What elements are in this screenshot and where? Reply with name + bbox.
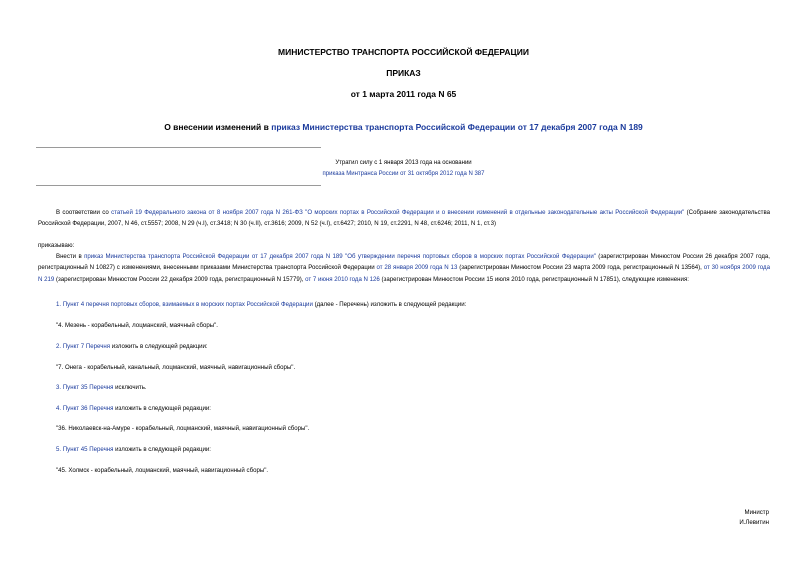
main-text-5: (зарегистрирован Минюстом России 15 июля 2010 года, регистрационный N 17851), следующие изменения: bbox=[379, 275, 689, 283]
status-note-link[interactable]: приказа Минтранса России от 31 октября 2012 года N 387 bbox=[322, 171, 485, 177]
list-item-4-quote: "36. Николаевск-на-Амуре - корабельный, лоцманский, маячный, навигационный сборы". bbox=[56, 425, 310, 432]
item-1-text: (далее - Перечень) изложить в следующей редакции: bbox=[312, 301, 467, 308]
list-item-3 bbox=[56, 383, 147, 393]
item-4-link[interactable]: Пункт 36 Перечня bbox=[62, 405, 114, 412]
preamble-text-1: В соответствии со bbox=[56, 209, 112, 216]
item-5-text: изложить в следующей редакции: bbox=[113, 446, 211, 453]
item-1-link[interactable]: Пункт 4 перечня портовых сборов, взимаемых в морских портах Российской Федерации bbox=[62, 301, 313, 308]
main-amend-link-3[interactable]: от 7 июня 2010 года N 126 bbox=[305, 275, 380, 283]
item-2-link[interactable]: Пункт 7 Перечня bbox=[62, 343, 111, 350]
title-prefix: О внесении изменений в bbox=[164, 122, 272, 132]
list-item-4 bbox=[56, 404, 211, 414]
signature-block bbox=[739, 508, 769, 528]
list-item-2 bbox=[56, 342, 208, 352]
preamble-law-link[interactable]: статьей 19 Федерального закона от 8 ноября 2007 года N 261-ФЗ "О морских портах в Российской Федерации и о внесении изменений в отдельные законодательные акты Российской Федерации" bbox=[111, 209, 685, 216]
ministry-heading: МИНИСТЕРСТВО ТРАНСПОРТА РОССИЙСКОЙ ФЕДЕРАЦИИ bbox=[278, 47, 529, 57]
item-3-number[interactable]: 3. bbox=[56, 384, 63, 391]
doc-type-heading: ПРИКАЗ bbox=[386, 68, 421, 78]
doc-date-heading: от 1 марта 2011 года N 65 bbox=[350, 89, 457, 99]
item-5-link[interactable]: Пункт 45 Перечня bbox=[62, 446, 114, 453]
main-text-4: (зарегистрирован Минюстом России 22 декабря 2009 года, регистрационный N 15779), bbox=[54, 275, 306, 283]
item-3-text: исключить. bbox=[113, 384, 147, 391]
top-divider bbox=[36, 147, 321, 148]
document-title bbox=[0, 122, 807, 132]
list-item-1-quote: "4. Мезень - корабельный, лоцманский, маячный сборы". bbox=[56, 322, 218, 329]
item-3-link[interactable]: Пункт 35 Перечня bbox=[62, 384, 114, 391]
status-note-text: Утратил силу с 1 января 2013 года на основании bbox=[335, 160, 472, 166]
item-2-text: изложить в следующей редакции: bbox=[110, 343, 208, 350]
item-4-number[interactable]: 4. bbox=[56, 405, 63, 412]
decree-word: приказываю: bbox=[38, 242, 75, 249]
item-4-text: изложить в следующей редакции: bbox=[113, 405, 211, 412]
signature-position: Министр bbox=[744, 509, 769, 516]
preamble-text-2: (Собрание законодательства Российской Федерации, 2007, N 46, ст.5557; 2008, N 29 (ч.I), ст.3418; N 30 (ч.II), ст.3616; 2009, N 52 (ч.I), ст.6427; 2010, N 19, ст.2291, N 48, ст.6246; 2011, N 1, ст.3) bbox=[38, 209, 770, 228]
item-1-number[interactable]: 1. bbox=[56, 301, 63, 308]
item-5-number[interactable]: 5. bbox=[56, 446, 63, 453]
status-note bbox=[0, 158, 807, 180]
main-order-link[interactable]: приказ Министерства транспорта Российской Федерации от 17 декабря 2007 года N 189 "Об утверждении перечня портовых сборов в морских портах Российской Федерации" bbox=[84, 253, 596, 260]
signature-name: И.Левитин bbox=[739, 519, 769, 526]
main-paragraph bbox=[38, 251, 770, 285]
preamble-paragraph bbox=[38, 207, 770, 230]
bottom-divider bbox=[36, 185, 321, 186]
main-text-1: Внести в bbox=[56, 253, 85, 260]
list-item-5 bbox=[56, 445, 211, 455]
item-2-number[interactable]: 2. bbox=[56, 343, 63, 350]
title-link[interactable]: приказ Министерства транспорта Российской Федерации от 17 декабря 2007 года N 189 bbox=[271, 122, 643, 132]
main-amend-link-1[interactable]: от 28 января 2009 года N 13 bbox=[376, 264, 458, 272]
list-item-2-quote: "7. Онега - корабельный, канальный, лоцманский, маячный, навигационный сборы". bbox=[56, 364, 296, 371]
list-item-1 bbox=[56, 300, 466, 310]
list-item-5-quote: "45. Холмск - корабельный, лоцманский, маячный, навигационный сборы". bbox=[56, 467, 269, 474]
main-amend-link-2[interactable]: от 30 ноября 2009 года N 219 bbox=[38, 264, 771, 283]
main-text-3: (зарегистрирован Минюстом России 23 марта 2009 года, регистрационный N 13564), bbox=[457, 264, 704, 272]
main-text-2: (зарегистрирован Минюстом России 26 декабря 2007 года, регистрационный N 10827) с изменениями, внесенными приказами Министерства транспорта Российской Федерации bbox=[38, 253, 770, 272]
